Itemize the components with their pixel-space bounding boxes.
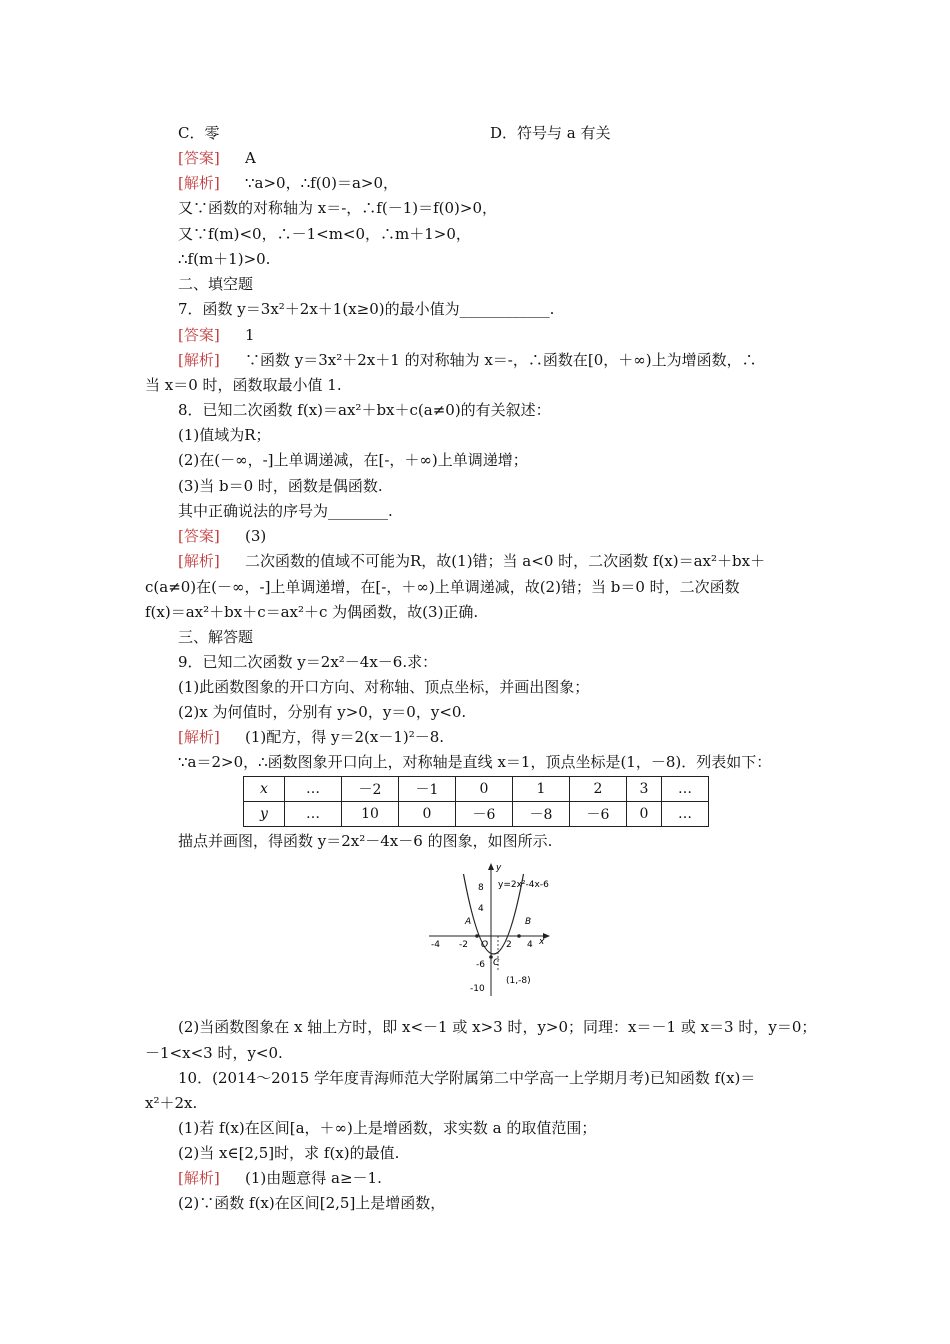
parabola-graph xyxy=(426,860,556,1000)
option-d: D．符号与 a 有关 xyxy=(490,124,611,142)
section-heading: 二、填空题 xyxy=(178,275,254,293)
question-9: 9．已知二次函数 y＝2x²－4x－6.求： xyxy=(178,653,438,671)
table-cell: … xyxy=(662,802,709,827)
analysis-text: 当 x＝0 时，函数取最小值 1. xyxy=(145,376,342,394)
point-a-label: A xyxy=(465,917,472,927)
table-cell: 0 xyxy=(456,777,513,802)
analysis-tag: [解析] xyxy=(178,1169,220,1187)
table-cell: 10 xyxy=(342,802,399,827)
analysis-text: 又∵函数的对称轴为 x＝-，∴f(－1)＝f(0)>0， xyxy=(178,199,498,217)
analysis-tag: [解析] xyxy=(178,728,220,746)
answer-tag: [答案] xyxy=(178,149,220,167)
table-cell: … xyxy=(285,777,342,802)
y-axis-arrow-icon xyxy=(488,863,494,870)
table-cell: 3 xyxy=(627,777,662,802)
section-heading: 三、解答题 xyxy=(178,628,254,646)
question-8-prompt: 其中正确说法的序号为________. xyxy=(178,502,393,520)
table-cell: 1 xyxy=(513,777,570,802)
question-10: x²＋2x. xyxy=(145,1094,198,1112)
analysis-tag: [解析] xyxy=(178,174,220,192)
point-a xyxy=(475,934,479,938)
tick-label: 8 xyxy=(478,883,484,893)
tick-label: -2 xyxy=(459,940,468,950)
table-cell: y xyxy=(244,802,285,827)
answer-value: (3) xyxy=(245,527,267,545)
question-8: 8．已知二次函数 f(x)＝ax²＋bx＋c(a≠0)的有关叙述： xyxy=(178,401,551,419)
vertex-label: (1,-8) xyxy=(506,976,531,986)
table-cell: －8 xyxy=(513,802,570,827)
point-b-label: B xyxy=(525,917,532,927)
table-cell: －6 xyxy=(456,802,513,827)
table-cell: … xyxy=(285,802,342,827)
table-cell: 0 xyxy=(399,802,456,827)
analysis-text: (1)由题意得 a≥－1. xyxy=(245,1169,382,1187)
x-axis-label: x xyxy=(539,937,545,947)
point-c-label: C xyxy=(493,958,500,968)
table-cell: －2 xyxy=(342,777,399,802)
answer-tag: [答案] xyxy=(178,326,220,344)
value-table xyxy=(243,776,709,827)
analysis-text: c(a≠0)在(－∞，-]上单调递增，在[-，＋∞)上单调递减，故(2)错；当 b＝0 时，二次函数 xyxy=(145,578,740,596)
analysis-tag: [解析] xyxy=(178,552,220,570)
question-10: 10．(2014～2015 学年度青海师范大学附属第二中学高一上学期月考)已知函数 f(x)＝ xyxy=(178,1069,756,1087)
answer-value: 1 xyxy=(245,326,255,344)
point-b xyxy=(517,934,521,938)
tick-label: -10 xyxy=(470,984,485,994)
analysis-text: (2)∵函数 f(x)在区间[2,5]上是增函数， xyxy=(178,1194,446,1212)
analysis-text: 又∵f(m)<0，∴－1<m<0，∴m＋1>0， xyxy=(178,225,471,243)
graph-caption: 描点并画图，得函数 y＝2x²－4x－6 的图象，如图所示. xyxy=(178,832,553,850)
table-cell: －6 xyxy=(570,802,627,827)
question-10-item: (2)当 x∈[2,5]时，求 f(x)的最值. xyxy=(178,1144,400,1162)
question-9-item: (1)此函数图象的开口方向、对称轴、顶点坐标，并画出图象； xyxy=(178,678,590,696)
table-row xyxy=(244,802,709,827)
analysis-text: ∵函数 y＝3x²＋2x＋1 的对称轴为 x＝-，∴函数在[0，＋∞)上为增函数，∴ xyxy=(245,351,757,369)
analysis-text: (2)当函数图象在 x 轴上方时，即 x<－1 或 x>3 时，y>0；同理：x＝－1 或 x＝3 时，y＝0； xyxy=(178,1018,817,1036)
question-8-item: (3)当 b＝0 时，函数是偶函数. xyxy=(178,477,383,495)
option-c: C．零 xyxy=(178,124,220,142)
y-axis-label: y xyxy=(496,863,502,873)
tick-label: 4 xyxy=(527,940,533,950)
tick-label: -6 xyxy=(476,960,485,970)
analysis-text: f(x)＝ax²＋bx＋c＝ax²＋c 为偶函数，故(3)正确. xyxy=(145,603,479,621)
question-9-item: (2)x 为何值时，分别有 y>0，y＝0，y<0. xyxy=(178,703,467,721)
table-cell: 2 xyxy=(570,777,627,802)
analysis-tag: [解析] xyxy=(178,351,220,369)
question-7: 7．函数 y＝3x²＋2x＋1(x≥0)的最小值为____________. xyxy=(178,300,555,318)
analysis-text: －1<x<3 时，y<0. xyxy=(145,1044,283,1062)
tick-label: 4 xyxy=(478,904,484,914)
table-cell: 0 xyxy=(627,802,662,827)
table-cell: －1 xyxy=(399,777,456,802)
analysis-text: ∴f(m＋1)>0. xyxy=(178,250,271,268)
table-cell: x xyxy=(244,777,285,802)
question-8-item: (2)在(－∞，-]上单调递减，在[-，＋∞)上单调递增； xyxy=(178,451,528,469)
table-row xyxy=(244,777,709,802)
question-10-item: (1)若 f(x)在区间[a，＋∞)上是增函数，求实数 a 的取值范围； xyxy=(178,1119,597,1137)
tick-label: -4 xyxy=(431,940,440,950)
origin-label: O xyxy=(481,940,489,950)
analysis-text: ∵a＝2>0，∴函数图象开口向上，对称轴是直线 x＝1，顶点坐标是(1，－8)．列表如下： xyxy=(178,753,772,771)
answer-tag: [答案] xyxy=(178,527,220,545)
answer-value: A xyxy=(245,149,256,167)
analysis-text: ∵a>0，∴f(0)＝a>0， xyxy=(245,174,398,192)
tick-label: 2 xyxy=(506,940,512,950)
table-cell: … xyxy=(662,777,709,802)
question-8-item: (1)值域为R； xyxy=(178,426,271,444)
function-label: y=2x²-4x-6 xyxy=(498,880,549,890)
analysis-text: (1)配方，得 y＝2(x－1)²－8. xyxy=(245,728,445,746)
analysis-text: 二次函数的值域不可能为R，故(1)错；当 a<0 时，二次函数 f(x)＝ax²＋bx＋ xyxy=(245,552,766,570)
